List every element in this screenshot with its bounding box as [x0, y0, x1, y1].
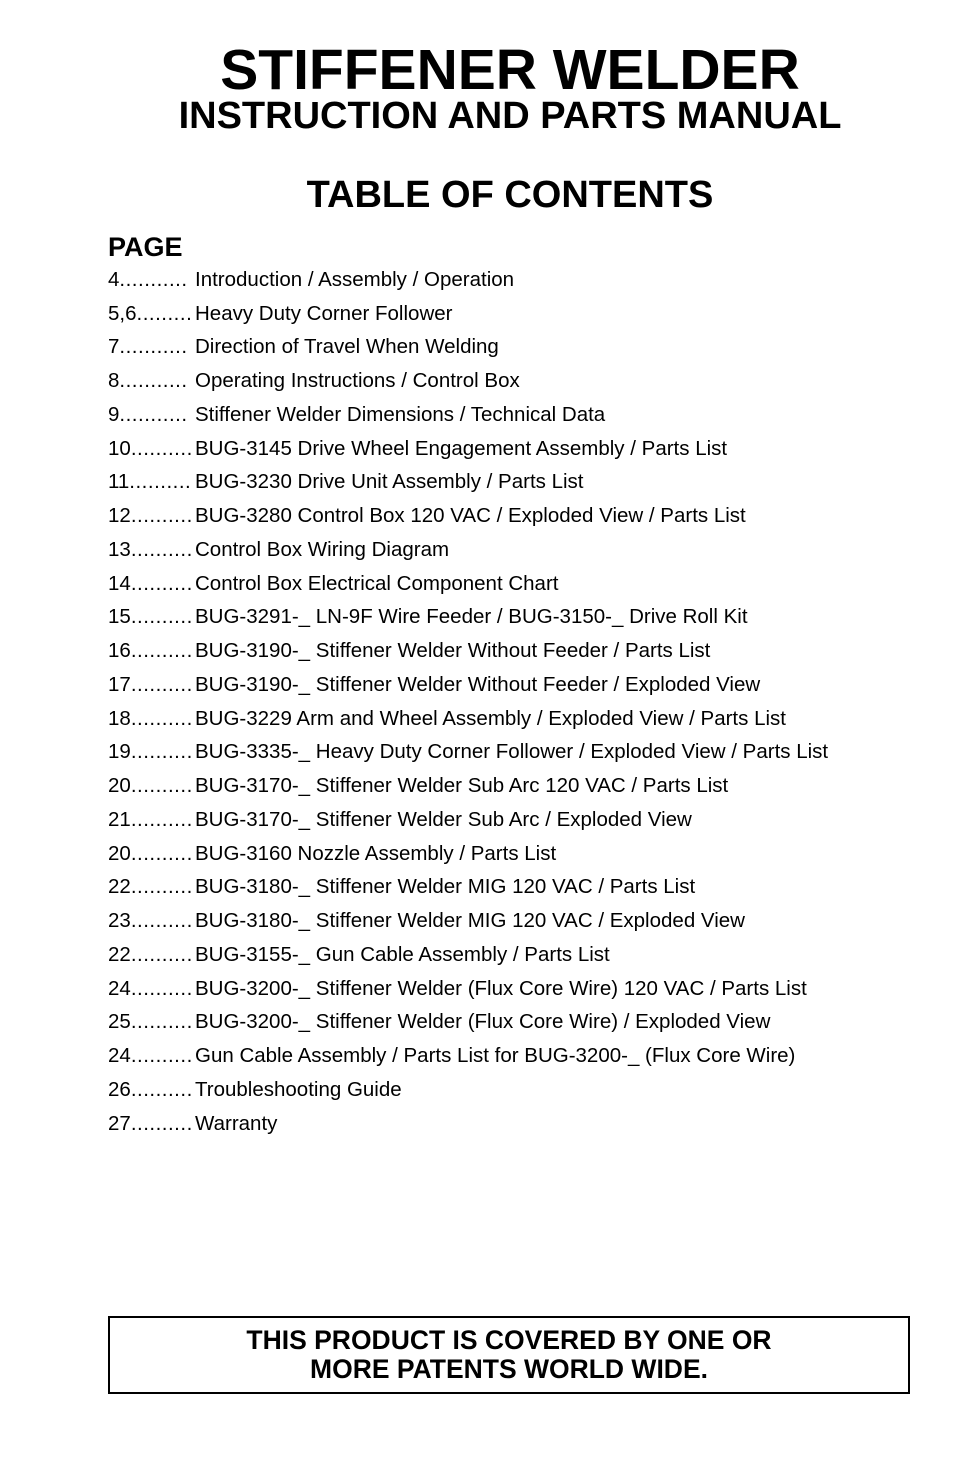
toc-entry: [108, 601, 908, 635]
toc-page-number: 20..........: [108, 774, 193, 798]
toc-entry: [108, 1039, 908, 1073]
page-column-label: PAGE: [108, 232, 183, 262]
toc-entry-title: Warranty: [195, 1111, 278, 1135]
toc-entry: [108, 904, 908, 938]
toc-entry: [108, 364, 908, 398]
toc-entry-title: BUG-3229 Arm and Wheel Assembly / Exploded View / Parts List: [195, 706, 786, 730]
toc-page-number: 16..........: [108, 639, 193, 663]
toc-page-number: 19..........: [108, 740, 193, 764]
toc-leader-dots: ..........: [130, 740, 193, 764]
toc-heading: TABLE OF CONTENTS: [306, 174, 714, 216]
toc-page-number: 24..........: [108, 976, 193, 1000]
toc-page-number: 9...........: [108, 402, 188, 426]
toc-page-number: 21..........: [108, 807, 193, 831]
toc-page-number: 8...........: [108, 369, 188, 393]
toc-leader-dots: ..........: [130, 841, 193, 865]
toc-leader-dots: ..........: [130, 1010, 193, 1034]
toc-entry-title: Stiffener Welder Dimensions / Technical Data: [195, 402, 606, 426]
toc-entry-title: BUG-3200-_ Stiffener Welder (Flux Core Wire) 120 VAC / Parts List: [195, 976, 807, 1000]
toc-entry-title: BUG-3170-_ Stiffener Welder Sub Arc / Exploded View: [195, 807, 692, 831]
toc-leader-dots: ..........: [130, 875, 193, 899]
toc-entry: [108, 837, 908, 871]
toc-entry-title: BUG-3190-_ Stiffener Welder Without Feeder / Parts List: [195, 639, 711, 663]
toc-leader-dots: ...........: [119, 369, 188, 393]
toc-page-number: 27..........: [108, 1111, 193, 1135]
toc-leader-dots: ..........: [130, 807, 193, 831]
toc-entry: [108, 871, 908, 905]
toc-leader-dots: ..........: [130, 436, 193, 460]
toc-leader-dots: ..........: [130, 504, 193, 528]
toc-entry: [108, 938, 908, 972]
toc-entry-title: Direction of Travel When Welding: [195, 335, 499, 359]
toc-leader-dots: ...........: [119, 335, 188, 359]
toc-entry-title: BUG-3180-_ Stiffener Welder MIG 120 VAC / Parts List: [195, 875, 696, 899]
toc-page-number: 20..........: [108, 841, 193, 865]
toc-page-number: 22..........: [108, 942, 193, 966]
toc-entry: [108, 736, 908, 770]
toc-leader-dots: ..........: [130, 537, 193, 561]
toc-leader-dots: ..........: [129, 470, 192, 494]
toc-entry-title: BUG-3180-_ Stiffener Welder MIG 120 VAC / Exploded View: [195, 909, 745, 933]
toc-page-number: 26..........: [108, 1077, 193, 1101]
toc-entry: [108, 263, 908, 297]
toc-page-number: 7...........: [108, 335, 188, 359]
toc-entry-title: BUG-3145 Drive Wheel Engagement Assembly / Parts List: [195, 436, 728, 460]
toc-page-number: 15..........: [108, 605, 193, 629]
toc-entry-title: Introduction / Assembly / Operation: [195, 267, 515, 291]
toc-leader-dots: ..........: [130, 605, 193, 629]
toc-entry: [108, 1107, 908, 1141]
toc-entry-title: BUG-3200-_ Stiffener Welder (Flux Core Wire) / Exploded View: [195, 1010, 771, 1034]
toc-page-number: 14..........: [108, 571, 193, 595]
toc-leader-dots: .........: [136, 301, 193, 325]
toc-entry-title: Control Box Electrical Component Chart: [195, 571, 559, 595]
toc-entry: [108, 769, 908, 803]
toc-entry: [108, 634, 908, 668]
toc-entry: [108, 331, 908, 365]
toc-page-number: 12..........: [108, 504, 193, 528]
toc-entry: [108, 499, 908, 533]
toc-entry-title: BUG-3160 Nozzle Assembly / Parts List: [195, 841, 557, 865]
toc-page-number: 5,6.........: [108, 301, 193, 325]
toc-page-number: 11..........: [108, 470, 192, 494]
toc-entry-title: BUG-3291-_ LN-9F Wire Feeder / BUG-3150-_ Drive Roll Kit: [195, 605, 748, 629]
toc-leader-dots: ..........: [130, 1111, 193, 1135]
patent-notice-line-2: MORE PATENTS WORLD WIDE.: [310, 1354, 708, 1384]
toc-entry: [108, 702, 908, 736]
toc-entry-title: BUG-3170-_ Stiffener Welder Sub Arc 120 VAC / Parts List: [195, 774, 729, 798]
toc-entry: [108, 533, 908, 567]
toc-page-number: 25..........: [108, 1010, 193, 1034]
toc-leader-dots: ...........: [119, 402, 188, 426]
toc-leader-dots: ...........: [119, 267, 188, 291]
toc-leader-dots: ..........: [130, 706, 193, 730]
patent-notice-line-1: THIS PRODUCT IS COVERED BY ONE OR: [246, 1325, 772, 1355]
patent-notice-box: [108, 1316, 910, 1394]
toc-page-number: 22..........: [108, 875, 193, 899]
toc-entry: [108, 398, 908, 432]
document-title: STIFFENER WELDER: [220, 38, 800, 102]
toc-entry-title: BUG-3335-_ Heavy Duty Corner Follower / Exploded View / Parts List: [195, 740, 829, 764]
toc-entry-title: BUG-3230 Drive Unit Assembly / Parts List: [195, 470, 584, 494]
toc-entry: [108, 567, 908, 601]
toc-entry-title: Troubleshooting Guide: [195, 1077, 402, 1101]
toc-leader-dots: ..........: [130, 976, 193, 1000]
toc-entry-title: BUG-3190-_ Stiffener Welder Without Feeder / Exploded View: [195, 672, 761, 696]
toc-page-number: 4...........: [108, 267, 188, 291]
toc-entry: [108, 1006, 908, 1040]
toc-entry-title: BUG-3280 Control Box 120 VAC / Exploded View / Parts List: [195, 504, 746, 528]
toc-entry-title: Control Box Wiring Diagram: [195, 537, 450, 561]
toc-entry: [108, 297, 908, 331]
toc-leader-dots: ..........: [130, 942, 193, 966]
toc-entry: [108, 1073, 908, 1107]
toc-entry: [108, 466, 908, 500]
toc-leader-dots: ..........: [130, 1077, 193, 1101]
toc-leader-dots: ..........: [130, 672, 193, 696]
toc-entry: [108, 668, 908, 702]
toc-page-number: 17..........: [108, 672, 193, 696]
document-subtitle: INSTRUCTION AND PARTS MANUAL: [178, 95, 842, 137]
toc-entry: [108, 432, 908, 466]
toc-page-number: 18..........: [108, 706, 193, 730]
toc-entry-title: BUG-3155-_ Gun Cable Assembly / Parts List: [195, 942, 610, 966]
toc-page-number: 24..........: [108, 1044, 193, 1068]
toc-entry-title: Gun Cable Assembly / Parts List for BUG-3200-_ (Flux Core Wire): [195, 1044, 796, 1068]
toc-page-number: 10..........: [108, 436, 193, 460]
toc-page-number: 13..........: [108, 537, 193, 561]
toc-leader-dots: ..........: [130, 571, 193, 595]
table-of-contents: [108, 263, 908, 1141]
toc-entry: [108, 972, 908, 1006]
toc-entry-title: Operating Instructions / Control Box: [195, 369, 520, 393]
toc-leader-dots: ..........: [130, 909, 193, 933]
toc-leader-dots: ..........: [130, 1044, 193, 1068]
toc-leader-dots: ..........: [130, 639, 193, 663]
toc-entry: [108, 803, 908, 837]
toc-entry-title: Heavy Duty Corner Follower: [195, 301, 453, 325]
toc-page-number: 23..........: [108, 909, 193, 933]
toc-leader-dots: ..........: [130, 774, 193, 798]
